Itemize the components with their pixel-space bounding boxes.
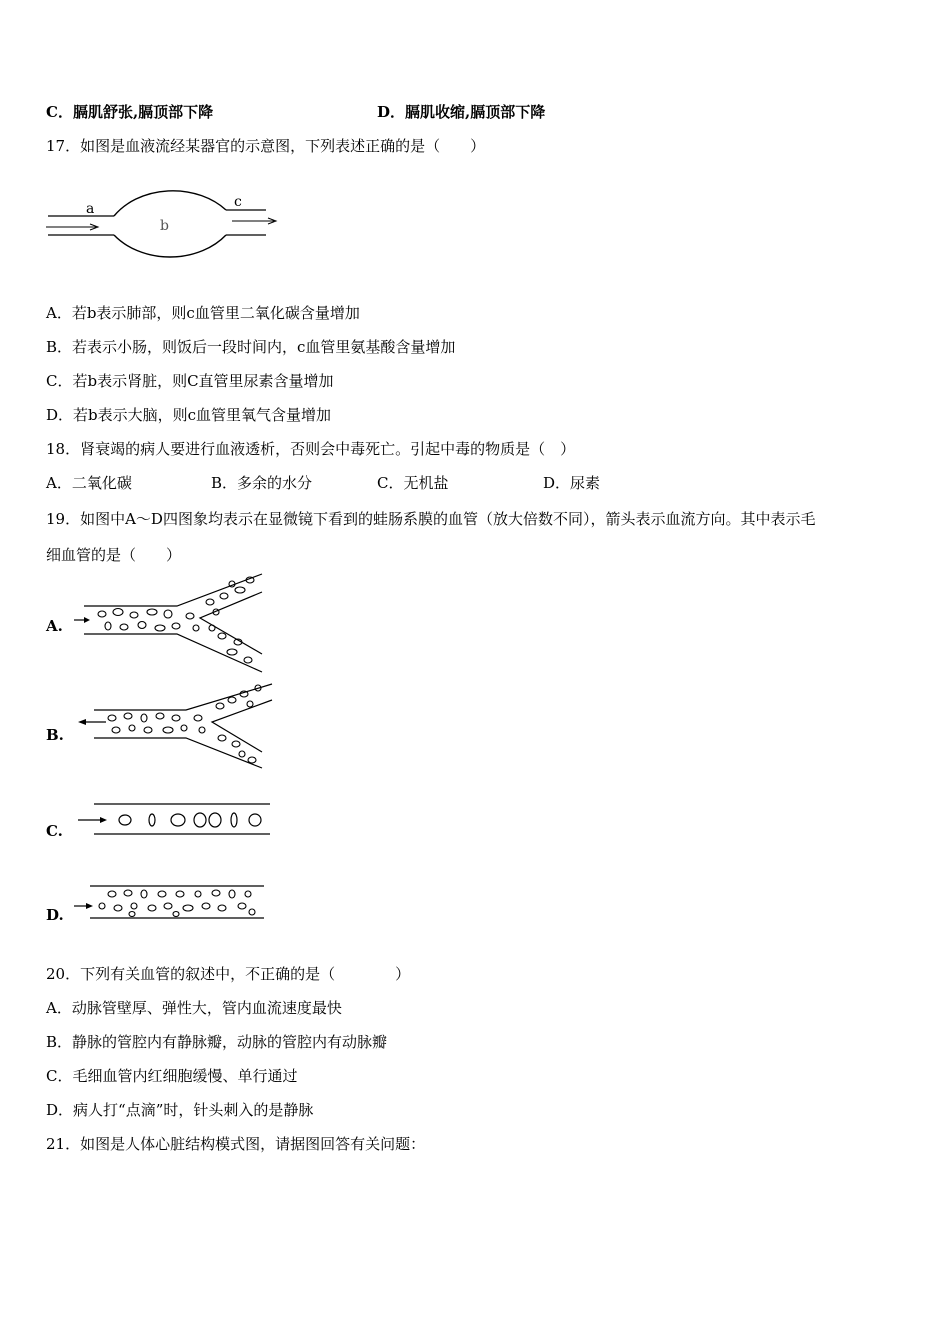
q17-organ-diagram [40, 168, 290, 283]
q19-label-b: B. [46, 726, 64, 744]
q19-label-a: A. [46, 617, 63, 635]
q17-option-b: B．若表示小肠，则饭后一段时间内，c血管里氨基酸含量增加 [46, 338, 456, 356]
q20-option-b: B．静脉的管腔内有静脉瓣，动脉的管腔内有动脉瓣 [46, 1033, 388, 1051]
q17-option-d: D．若b表示大脑，则c血管里氧气含量增加 [46, 406, 332, 424]
q18-option-d: D．尿素 [543, 474, 601, 492]
q21-stem: 21．如图是人体心脏结构模式图，请据图回答有关问题： [46, 1135, 426, 1153]
q19-label-c: C. [46, 822, 63, 840]
q18-option-b: B．多余的水分 [211, 474, 313, 492]
q19-stem-line2: 细血管的是（ ） [46, 546, 182, 564]
q17-option-c: C．若b表示肾脏，则C直管里尿素含量增加 [46, 372, 334, 390]
q17-label-c: c [234, 194, 242, 210]
q19-stem-line1: 19．如图中A～D四图象均表示在显微镜下看到的蛙肠系膜的血管（放大倍数不同），箭头表示血流方向。其中表示毛 [46, 510, 816, 528]
q20-option-a: A．动脉管壁厚、弹性大，管内血流速度最快 [46, 999, 342, 1017]
q19-figure-a [72, 572, 272, 674]
q17-stem: 17．如图是血液流经某器官的示意图，下列表述正确的是（ ） [46, 137, 486, 155]
q17-label-a: a [86, 201, 95, 217]
q20-option-d: D．病人打“点滴”时，针头刺入的是静脉 [46, 1101, 314, 1119]
q16-option-d: D．膈肌收缩,膈顶部下降 [377, 103, 546, 121]
q19-figure-b [72, 682, 277, 772]
q19-figure-d [72, 884, 272, 924]
q18-stem: 18．肾衰竭的病人要进行血液透析，否则会中毒死亡。引起中毒的物质是（ ） [46, 440, 576, 458]
q16-option-c: C．膈肌舒张,膈顶部下降 [46, 103, 214, 121]
q18-option-c: C．无机盐 [377, 474, 449, 492]
q18-option-a: A．二氧化碳 [46, 474, 132, 492]
q19-label-d: D. [46, 906, 64, 924]
q17-label-b: b [160, 218, 169, 234]
q17-option-a: A．若b表示肺部，则c血管里二氧化碳含量增加 [46, 304, 360, 322]
q20-option-c: C．毛细血管内红细胞缓慢、单行通过 [46, 1067, 298, 1085]
q19-figure-c [72, 800, 277, 840]
q20-stem: 20．下列有关血管的叙述中，不正确的是（ ） [46, 965, 411, 983]
